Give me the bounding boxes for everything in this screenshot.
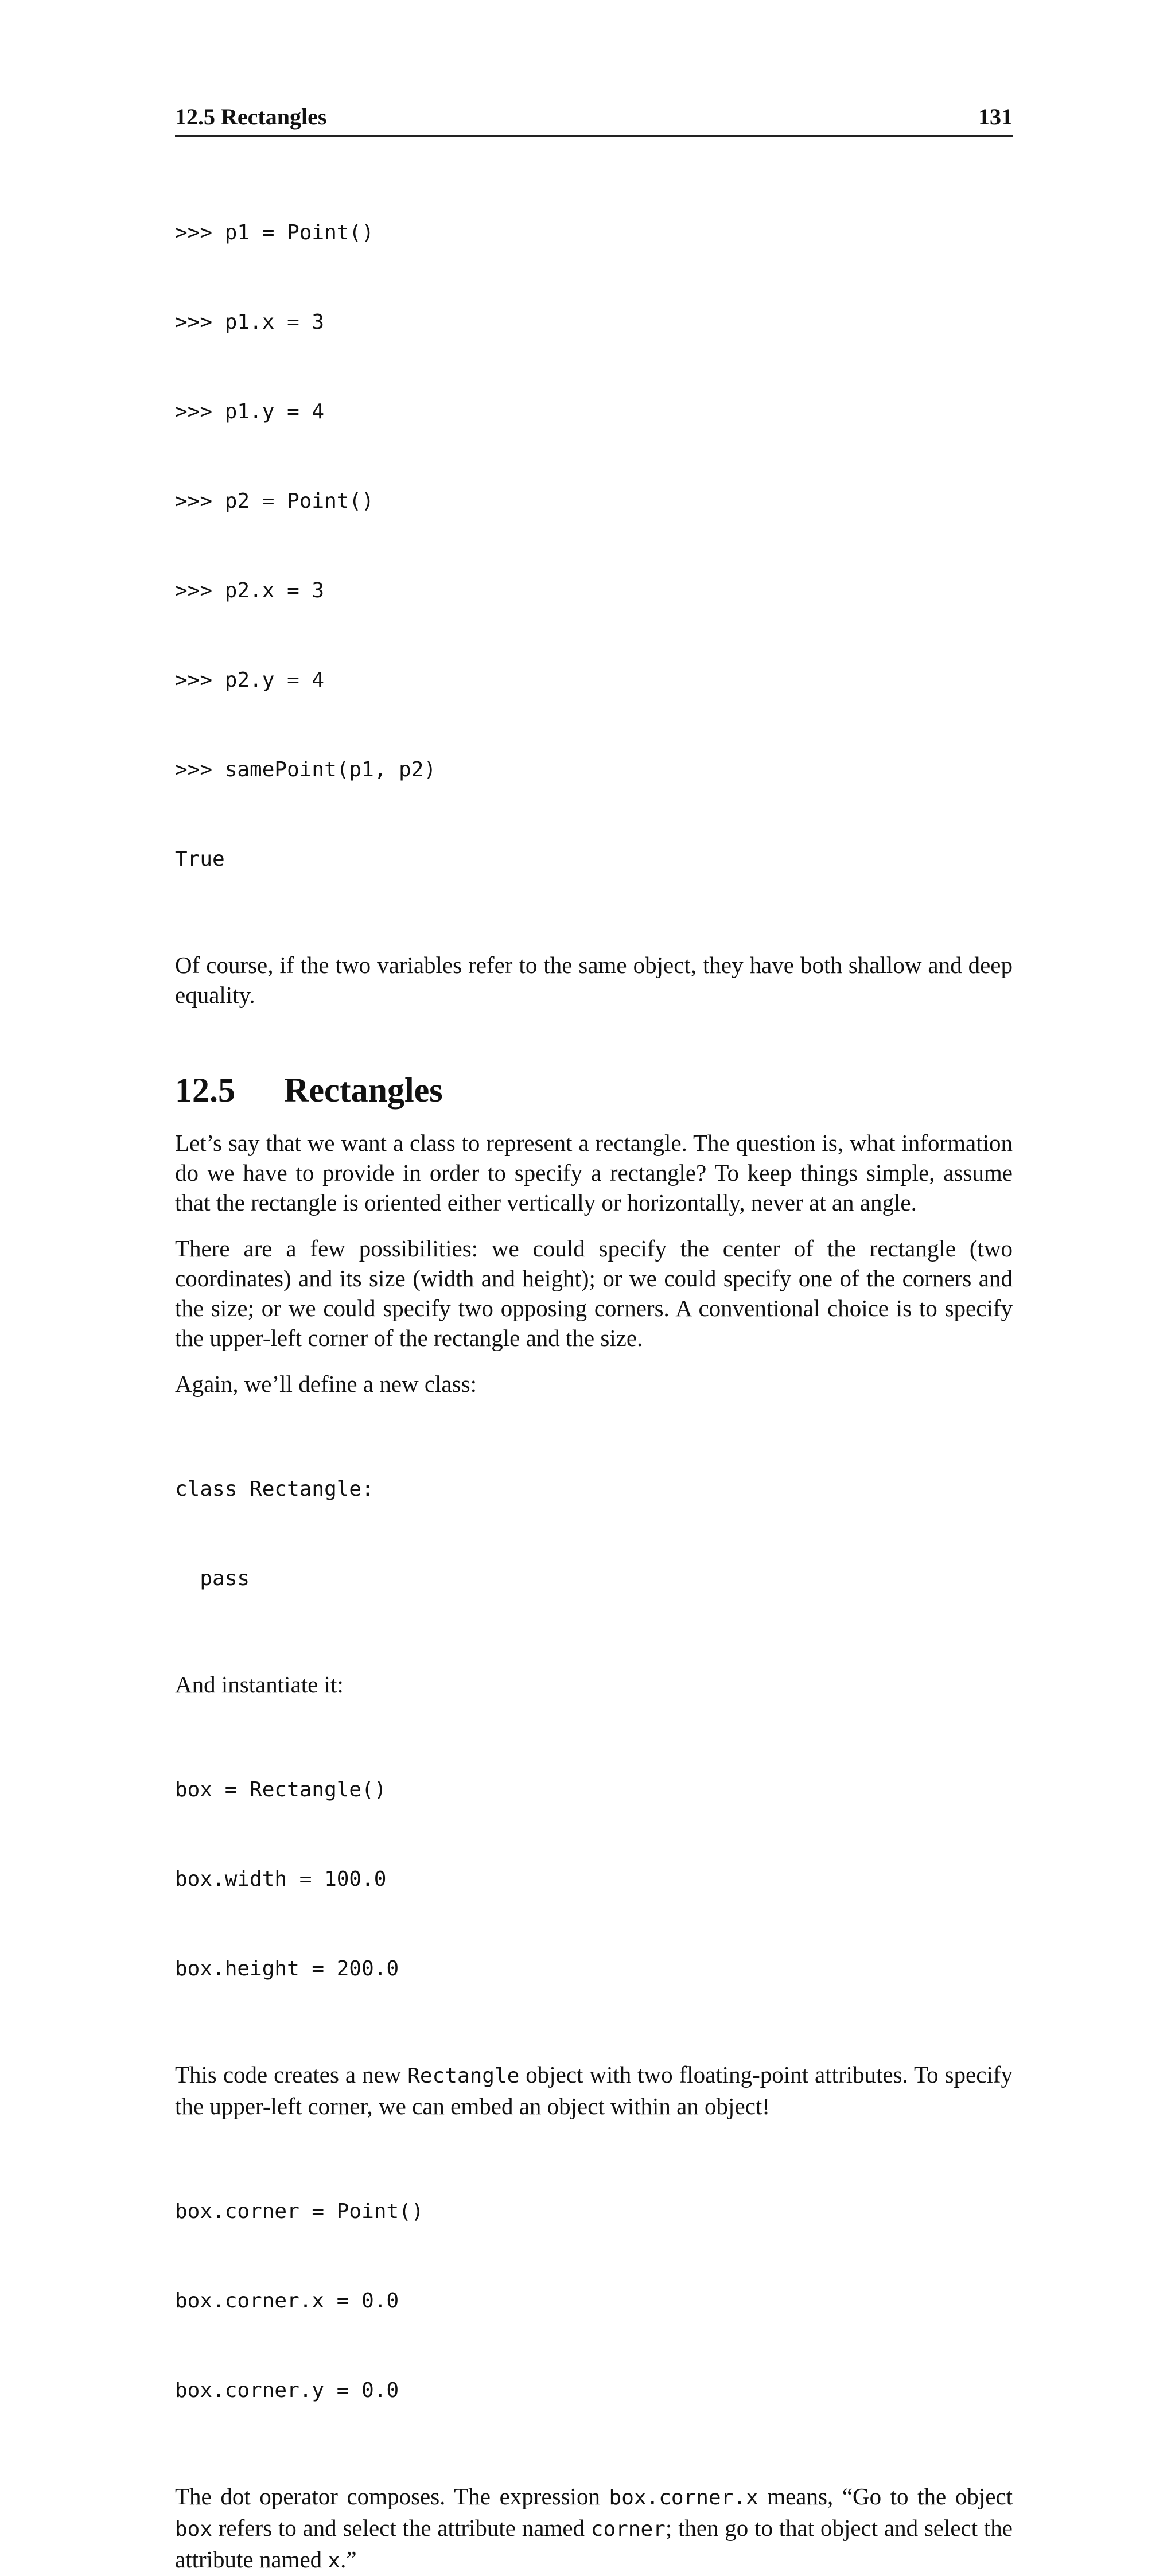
- code-line: box.corner = Point(): [175, 2200, 424, 2223]
- paragraph-floating-point: [175, 2060, 1013, 2121]
- code-line: box.corner.x = 0.0: [175, 2289, 399, 2313]
- inline-code: x: [328, 2549, 341, 2573]
- code-line: box.width = 100.0: [175, 1867, 387, 1891]
- paragraph-rectangle-intro: Let’s say that we want a class to represent a rectangle. The question is, what information do we have to provide in order to specify a rectangle? To keep things simple, assume that the rectangle is oriented either vertically or horizontally, never at an angle.: [175, 1130, 1013, 1216]
- code-line: pass: [175, 1567, 250, 1590]
- paragraph-instantiate: And instantiate it:: [175, 1671, 344, 1698]
- code-line: >>> p1.x = 3: [175, 310, 325, 334]
- text-run: This code creates a new: [175, 2061, 408, 2088]
- text-run: means, “Go to the object: [758, 2483, 1013, 2509]
- section-heading: [175, 1069, 1013, 1111]
- text-run: The dot operator composes. The expression: [175, 2483, 609, 2509]
- code-line: >>> p2.y = 4: [175, 668, 325, 692]
- code-line: box.corner.y = 0.0: [175, 2379, 399, 2402]
- paragraph-equality: Of course, if the two variables refer to the same object, they have both shallow and deep equality.: [175, 952, 1013, 1008]
- page-number: 131: [978, 104, 1013, 130]
- text-run: refers to and select the attribute named: [212, 2515, 591, 2541]
- code-block-instantiate: [175, 1715, 1013, 2044]
- code-line: >>> samePoint(p1, p2): [175, 758, 437, 781]
- code-block-point-comparison: [175, 158, 1013, 934]
- page: [175, 103, 1013, 2576]
- code-line: box.height = 200.0: [175, 1957, 399, 1980]
- paragraph-dot-operator: [175, 2481, 1013, 2576]
- inline-code: box: [175, 2517, 213, 2541]
- text-run: .”: [340, 2546, 357, 2573]
- running-header: [175, 103, 1013, 137]
- code-line: >>> p2.x = 3: [175, 579, 325, 602]
- code-block-corner: [175, 2137, 1013, 2465]
- paragraph-possibilities: There are a few possibilities: we could specify the center of the rectangle (two coordinates) and its size (width and height); or we could specify one of the corners and the size; or we could specify two opposing corners. A conventional choice is to specify the upper-left corner of the rectangle and the size.: [175, 1235, 1013, 1351]
- code-line: class Rectangle:: [175, 1477, 374, 1501]
- header-title: 12.5 Rectangles: [175, 104, 327, 130]
- section-title: Rectangles: [284, 1071, 443, 1109]
- inline-code: Rectangle: [407, 2064, 520, 2088]
- code-block-class-definition: [175, 1415, 1013, 1653]
- inline-code: corner: [590, 2517, 666, 2541]
- paragraph-define-class: Again, we’ll define a new class:: [175, 1371, 477, 1397]
- inline-code: box.corner.x: [609, 2486, 758, 2509]
- code-line: >>> p1.y = 4: [175, 400, 325, 423]
- section-number: 12.5: [175, 1071, 235, 1109]
- code-line: box = Rectangle(): [175, 1778, 387, 1801]
- text-run: object with two floating-point attributes. To specify the upper-left corner, we can embed an object within an object!: [175, 2061, 1013, 2119]
- text-run: ; then go to that object and select the attribute named: [175, 2515, 1013, 2573]
- code-line: >>> p1 = Point(): [175, 221, 374, 244]
- code-line: True: [175, 847, 225, 871]
- code-line: >>> p2 = Point(): [175, 489, 374, 513]
